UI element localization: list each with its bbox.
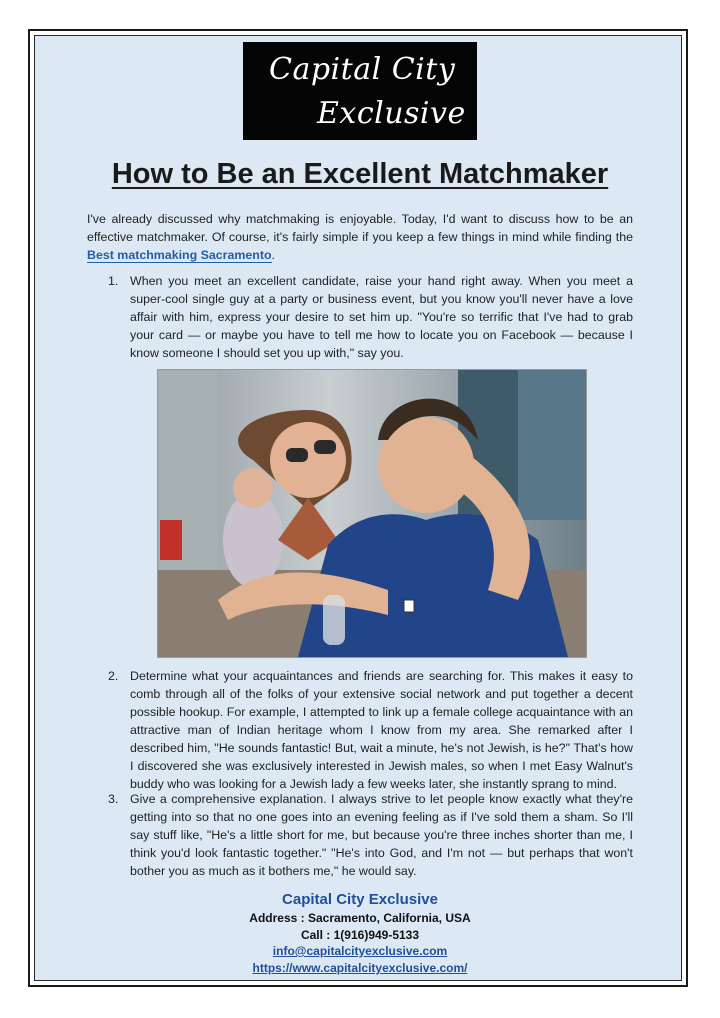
page-title-text: How to Be an Excellent Matchmaker (111, 158, 609, 190)
brand-logo (243, 42, 477, 140)
list-item (108, 667, 633, 793)
intro-text: I've already discussed why matchmaking is enjoyable. Today, I'd want to discuss how to be an effective matchmaker. Of course, it's fairly simple if you keep a few things in mind while finding the (87, 212, 633, 244)
footer-address: Address : Sacramento, California, USA (249, 911, 471, 925)
logo-line-1: Capital City (269, 52, 456, 87)
footer-email-link[interactable]: info@capitalcityexclusive.com (272, 944, 448, 958)
list-text: Determine what your acquaintances and friends are searching for. This makes it easy to comb through all of the folks of your extensive social network and put together a decent possible hookup. For example, I attempted to link up a female college acquaintance with an attractive man of Indian heritage whom I know from my area. She remarked after I described him, "He sounds fantastic! But, wait a minute, he's not Jewish, is he?" That's how I discovered she was exclusively interested in Jewish males, so when I met Easy Walnut's buddy who was looking for a Jewish lady a few weeks later, she instantly sprang to mind. (130, 669, 633, 791)
intro-paragraph (87, 210, 633, 264)
list-number: 2. (108, 669, 119, 683)
matchmaking-link[interactable]: Best matchmaking Sacramento (87, 248, 272, 262)
footer-brand: Capital City Exclusive (282, 891, 438, 908)
list-item (108, 790, 633, 880)
logo-line-2: Exclusive (317, 96, 466, 131)
footer-website-link[interactable]: https://www.capitalcityexclusive.com/ (252, 961, 468, 975)
list-number: 3. (108, 792, 119, 806)
footer-phone: Call : 1(916)949-5133 (300, 928, 420, 942)
list-number: 1. (108, 274, 119, 288)
couple-photo-illustration (158, 370, 586, 657)
list-text: When you meet an excellent candidate, raise your hand right away. When you meet a super-cool single guy at a party or business event, but you know you'll never have a love affair with him, express your desire to set him up. "You're so terrific that I've had to grab your card — or maybe you have to tell me how to locate you on Facebook — because I know someone I should set you up with," say you. (130, 274, 633, 360)
page-title (34, 158, 686, 191)
list-text: Give a comprehensive explanation. I always strive to let people know exactly what they're getting into so that no one goes into an evening feeling as if I've sold them a sham. So I'll say stuff like, "He's a little short for me, but because you're three inches shorter than me, I think you'd look fantastic together." "He's into God, and I'm not — but perhaps that won't bother you as much as it bothers me," he would say. (130, 792, 633, 878)
couple-photo (157, 369, 587, 658)
list-item (108, 272, 633, 362)
intro-end: . (271, 248, 275, 262)
